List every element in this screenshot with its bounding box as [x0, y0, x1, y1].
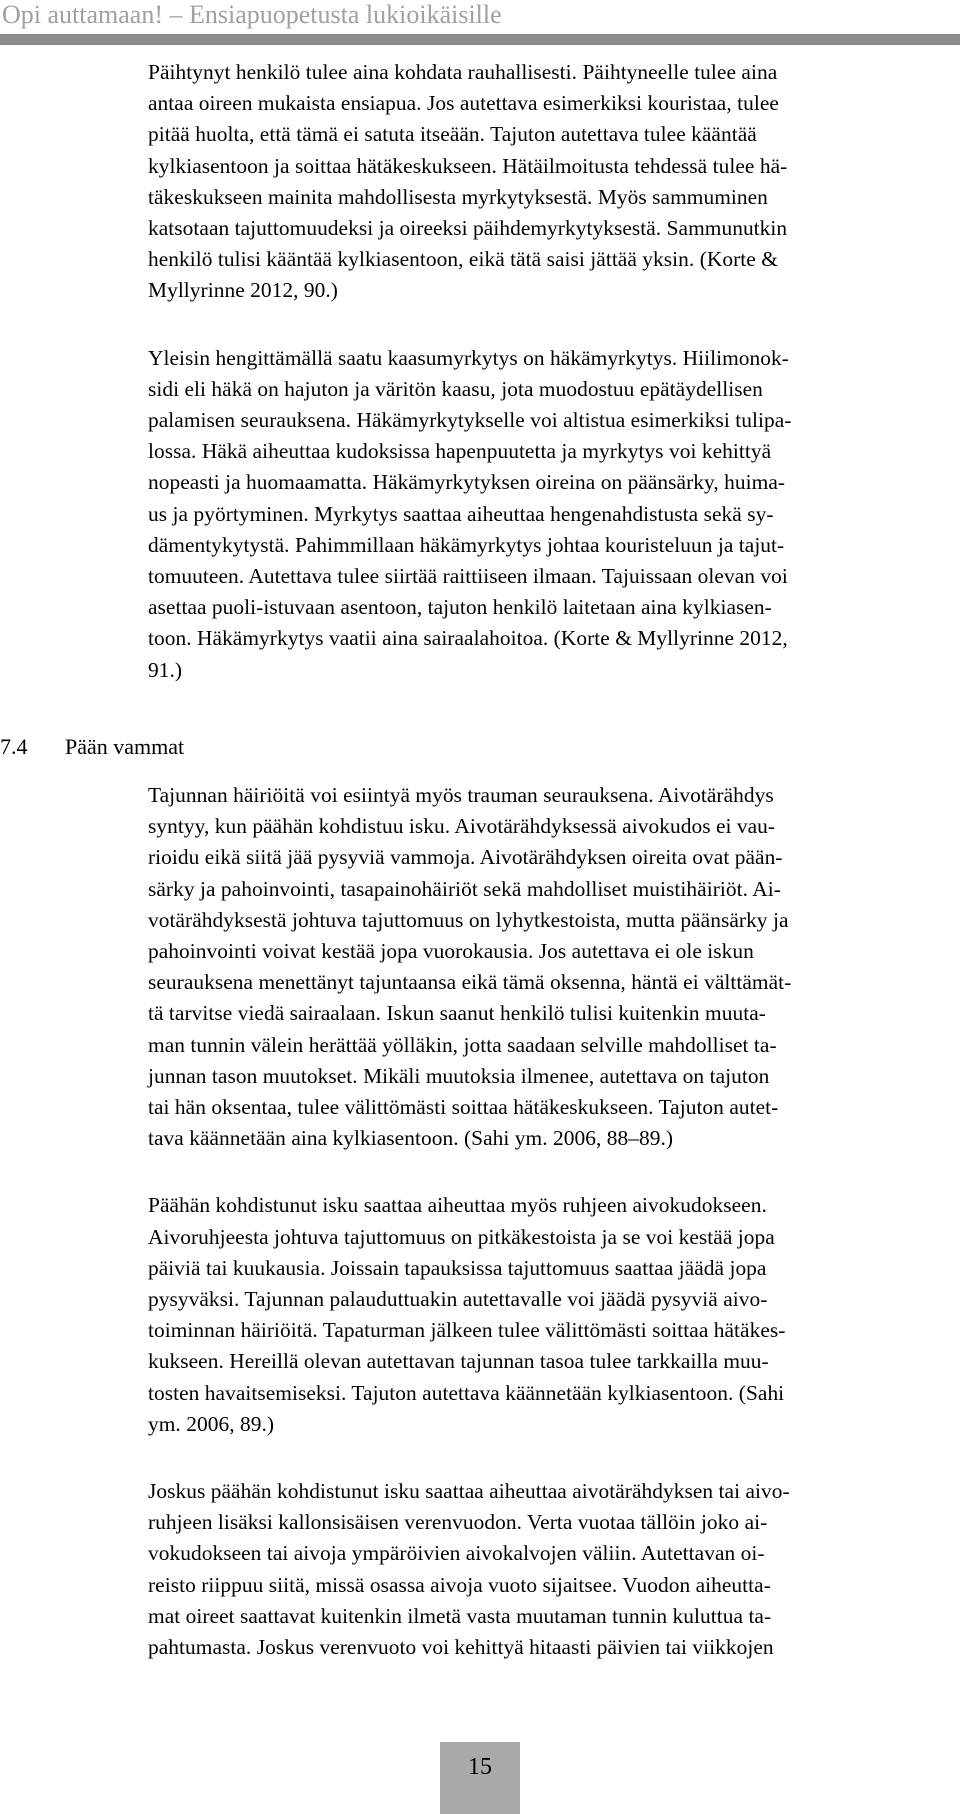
paragraph-brain-contusion: Päähän kohdistunut isku saattaa aiheuttaa myös ruhjeen aivokudokseen. Aivoruhjeesta johtuva tajuttomuus on pitkäkestoista ja se voi kestää jopa päiviä tai kuukausia. Joissain tapauksissa tajuttomuus saattaa jäädä jopa pysyväksi. Tajunnan palauduttuakin autettavalle voi jäädä pysyviä aivo- toiminnan häiriöitä. Tapaturman jälkeen tulee välittömästi soittaa hätäkes- kukseen. Hereillä olevan autettavan tajunnan tasoa tulee tarkkailla muu- tosten havaitsemiseksi. Tajuton autettava käännetään kylkiasentoon. (Sahi ym. 2006, 89.)	[148, 1193, 786, 1436]
page-header	[0, 0, 960, 44]
section-heading	[0, 733, 300, 761]
header-rule	[0, 34, 960, 45]
section-number: 7.4	[0, 734, 28, 759]
paragraph-concussion: Tajunnan häiriöitä voi esiintyä myös trauman seurauksena. Aivotärähdys syntyy, kun päähän kohdistuu isku. Aivotärähdyksessä aivokudos ei vau- rioidu eikä siitä jää pysyviä vammoja. Aivotärähdyksen oireita ovat pään- särky ja pahoinvointi, tasapainohäiriöt sekä mahdolliset muistihäiriöt. Ai- votärähdyksestä johtuva tajuttomuus on lyhytkestoista, mutta päänsärky ja pahoinvointi voivat kestää jopa vuorokausia. Jos autettava ei ole iskun seurauksena menettänyt tajuntaansa eikä tämä oksenna, häntä ei välttämät- tä tarvitse viedä sairaalaan. Iskun saanut henkilö tulisi kuitenkin muuta- man tunnin välein herättää yölläkin, jotta saadaan selville mahdolliset ta- junnan tason muutokset. Mikäli muutoksia ilmenee, autettava on tajuton tai hän oksentaa, tulee välittömästi soittaa hätäkeskukseen. Tajuton autet- tava käännetään aina kylkiasentoon. (Sahi ym. 2006, 88–89.)	[148, 783, 792, 1151]
section-title: Pään vammat	[65, 734, 185, 759]
page-number: 15	[468, 1754, 492, 1780]
paragraph-intoxicated-person: Päihtynyt henkilö tulee aina kohdata rauhallisesti. Päihtyneelle tulee aina antaa oireen mukaista ensiapua. Jos autettava esimerkiksi kouristaa, tulee pitää huolta, että tämä ei satuta itseään. Tajuton autettava tulee kääntää kylkiasentoon ja soittaa hätäkeskukseen. Hätäilmoitusta tehdessä tulee hä- täkeskukseen mainita mahdollisesta myrkytyksestä. Myös sammuminen katsotaan tajuttomuudeksi ja oireeksi päihdemyrkytyksestä. Sammunutkin henkilö tulisi kääntää kylkiasentoon, eikä tätä saisi jättää yksin. (Korte & Myllyrinne 2012, 90.)	[148, 60, 788, 303]
paragraph-carbon-monoxide: Yleisin hengittämällä saatu kaasumyrkytys on häkämyrkytys. Hiilimonok- sidi eli häkä on hajuton ja väritön kaasu, jota muodostuu epätäydellisen palamisen seurauksena. Häkämyrkytykselle voi altistua esimerkiksi tulipa- lossa. Häkä aiheuttaa kudoksissa hapenpuutetta ja myrkytys voi kehittyä nopeasti ja huomaamatta. Häkämyrkytyksen oireina on päänsärky, huima- us ja pyörtyminen. Myrkytys saattaa aiheuttaa hengenahdistusta sekä sy- dämentykytystä. Pahimmillaan häkämyrkytys johtaa kouristeluun ja tajut- tomuuteen. Autettava tulee siirtää raittiiseen ilmaan. Tajuissaan olevan voi asettaa puoli-istuvaan asentoon, tajuton henkilö laitetaan aina kylkiasen- toon. Häkämyrkytys vaatii aina sairaalahoitoa. (Korte & Myllyrinne 2012, 91.)	[148, 345, 792, 682]
body-text-head-injuries	[148, 780, 956, 1699]
page-number-box	[440, 1742, 520, 1814]
body-text-top	[148, 57, 956, 722]
paragraph-intracranial-bleeding: Joskus päähän kohdistunut isku saattaa aiheuttaa aivotärähdyksen tai aivo- ruhjeen lisäksi kallonsisäisen verenvuodon. Verta vuotaa tällöin joko ai- vokudokseen tai aivoja ympäröivien aivokalvojen väliin. Autettavan oi- reisto riippuu siitä, missä osassa aivoja vuoto sijaitsee. Vuodon aiheutta- mat oireet saattavat kuitenkin ilmetä vasta muutaman tunnin kuluttua ta- pahtumasta. Joskus verenvuoto voi kehittyä hitaasti päivien tai viikkojen	[148, 1479, 790, 1660]
header-title: Opi auttamaan! – Ensiapuopetusta lukioikäisille	[2, 0, 502, 29]
